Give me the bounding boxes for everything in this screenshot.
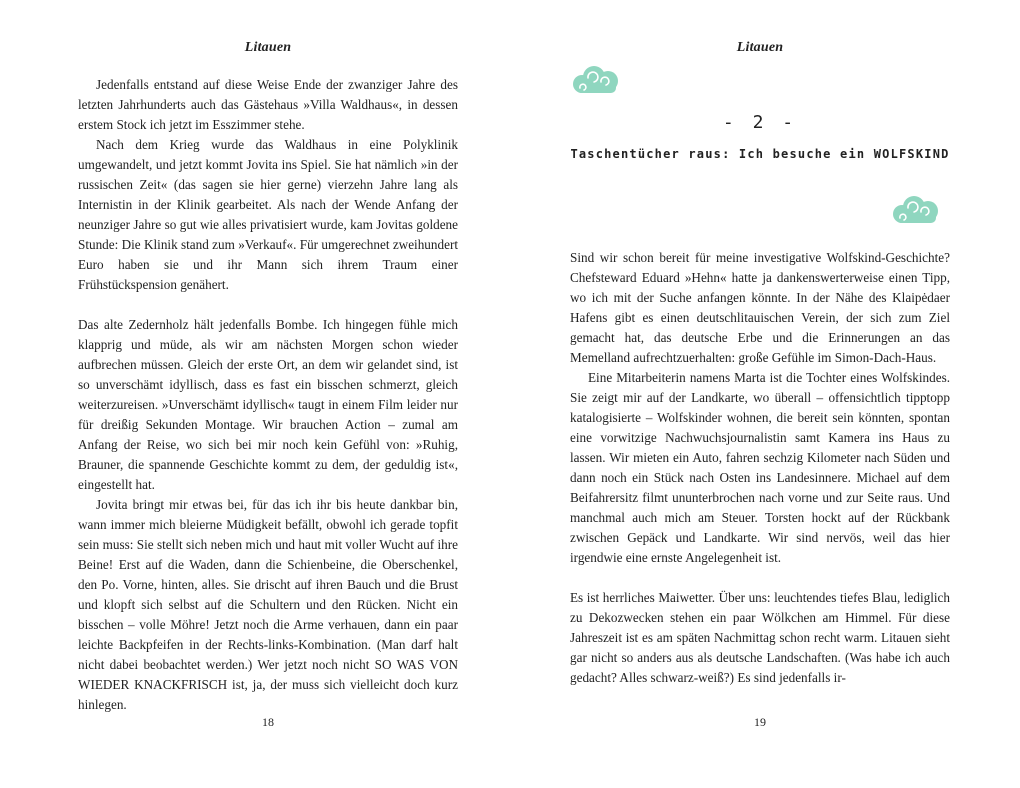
page-number: 18 [262, 715, 274, 729]
chapter-title: Taschentücher raus: Ich besuche ein WOLFSKIND [570, 147, 950, 161]
left-page [78, 0, 458, 788]
paragraph: Nach dem Krieg wurde das Waldhaus in eine Polyklinik umgewandelt, und jetzt kommt Jovita ins Spiel. Sie hat nämlich »in der russischen Zeit« (das sagen sie hier gerne) vierzehn Jahre lang als Internistin in der Klinik gearbeitet. Als nach der Wende Anfang der neunziger Jahre so gut wie alles privatisiert wurde, kam Jovitas goldene Stunde: Die Klinik stand zum »Verkauf«. Für umgerechnet zweihundert Euro haben sie und ihr Mann sich ihrem Traum einer Frühstückspension genähert. [78, 137, 458, 292]
cloud-ornament-icon [890, 194, 942, 226]
right-body-text [570, 248, 950, 688]
paragraph: Jedenfalls entstand auf diese Weise Ende der zwanziger Jahre des letzten Jahrhunderts auch das Gästehaus »Villa Waldhaus«, in dessen erstem Stock ich jetzt im Esszimmer stehe. [78, 77, 458, 132]
running-head: Litauen [244, 40, 292, 55]
running-head: Litauen [736, 40, 784, 55]
paragraph: Es ist herrliches Maiwetter. Über uns: leuchtendes tiefes Blau, lediglich zu Dekozwecken stehen ein paar Wölkchen am Himmel. Für diese Jahreszeit ist es am späten Nachmittag schon recht warm. Litauen sieht gar nicht so anders aus als deutsche Landschaften. (Was habe ich auch gedacht? Alles schwarz-weiß?) Es sind jedenfalls ir- [570, 590, 950, 685]
right-page [570, 0, 950, 788]
left-body-text [78, 75, 458, 715]
paragraph: Sind wir schon bereit für meine investigative Wolfskind-Geschichte? Chefsteward Eduard »Hehn« hatte ja dankenswerterweise einen Tipp, wo ich mit der Suche anfangen könnte. In der Nähe des Klaipėdaer Hafens gibt es einen deutschlitauischen Verein, der sich zum Ziel gemacht hat, das deutsche Erbe und die Erinnerungen an das Memelland aufrechtzuerhalten: große Gefühle im Simon-Dach-Haus. [570, 250, 950, 365]
paragraph: Eine Mitarbeiterin namens Marta ist die Tochter eines Wolfskindes. Sie zeigt mir auf der Landkarte, wo überall – offensichtlich tipptopp katalogisierte – Wolfskinder wohnen, die bereit sein könnten, spontan eine vorwitzige Nachwuchsjournalistin samt Kamera ins Haus zu lassen. Wir mieten ein Auto, fahren sechzig Kilometer nach Süden und dann noch ein Stück nach Osten ins Landesinnere. Michael auf dem Beifahrersitz filmt ununterbrochen nach vorne und zur Seite raus. Und manchmal auch mich am Steuer. Torsten hockt auf der Rückbank zwischen Gepäck und Landkarte. Wir sind nervös, weil das hier irgendwie eine ernste Angelegenheit ist. [570, 370, 950, 565]
cloud-ornament-icon [570, 64, 622, 96]
paragraph: Das alte Zedernholz hält jedenfalls Bombe. Ich hingegen fühle mich klapprig und müde, als wir am nächsten Morgen schon wieder aufbrechen müssen. Gleich der erste Ort, an dem wir gelandet sind, ist so unverschämt idyllisch, dass es fast ein bisschen schmerzt, gleich weiterzureisen. »Unverschämt idyllisch« taugt in einem Film leider nur für dreißig Sekunden Montage. Wir brauchen Action – zumal am Anfang der Reise, wo sich bei mir noch kein Gefühl von: »Ruhig, Brauner, die spannende Geschichte kommt zu dem, der geduldig ist«, eingestellt hat. [78, 317, 458, 492]
paragraph: Jovita bringt mir etwas bei, für das ich ihr bis heute dankbar bin, wann immer mich bleierne Müdigkeit befällt, obwohl ich gerade topfit sein muss: Sie stellt sich neben mich und haut mit voller Wucht auf ihre Beine! Erst auf die Waden, dann die Schienbeine, die Oberschenkel, den Po. Vorne, hinten, alles. Sie drischt auf ihren Bauch und die Brust und klopft sich selbst auf die Schultern und den Rücken. Nicht ein bisschen – volle Möhre! Jetzt noch die Arme verhauen, dann ein paar leichte Backpfeifen in der Rechts-links-Kombination. (Man darf halt nicht dabei beobachtet werden.) Wer jetzt noch nicht SO WAS VON WIEDER KNACKFRISCH ist, ja, der muss sich vielleicht doch kurz hinlegen. [78, 497, 458, 712]
chapter-number: - 2 - [722, 112, 798, 133]
page-number: 19 [754, 715, 766, 729]
